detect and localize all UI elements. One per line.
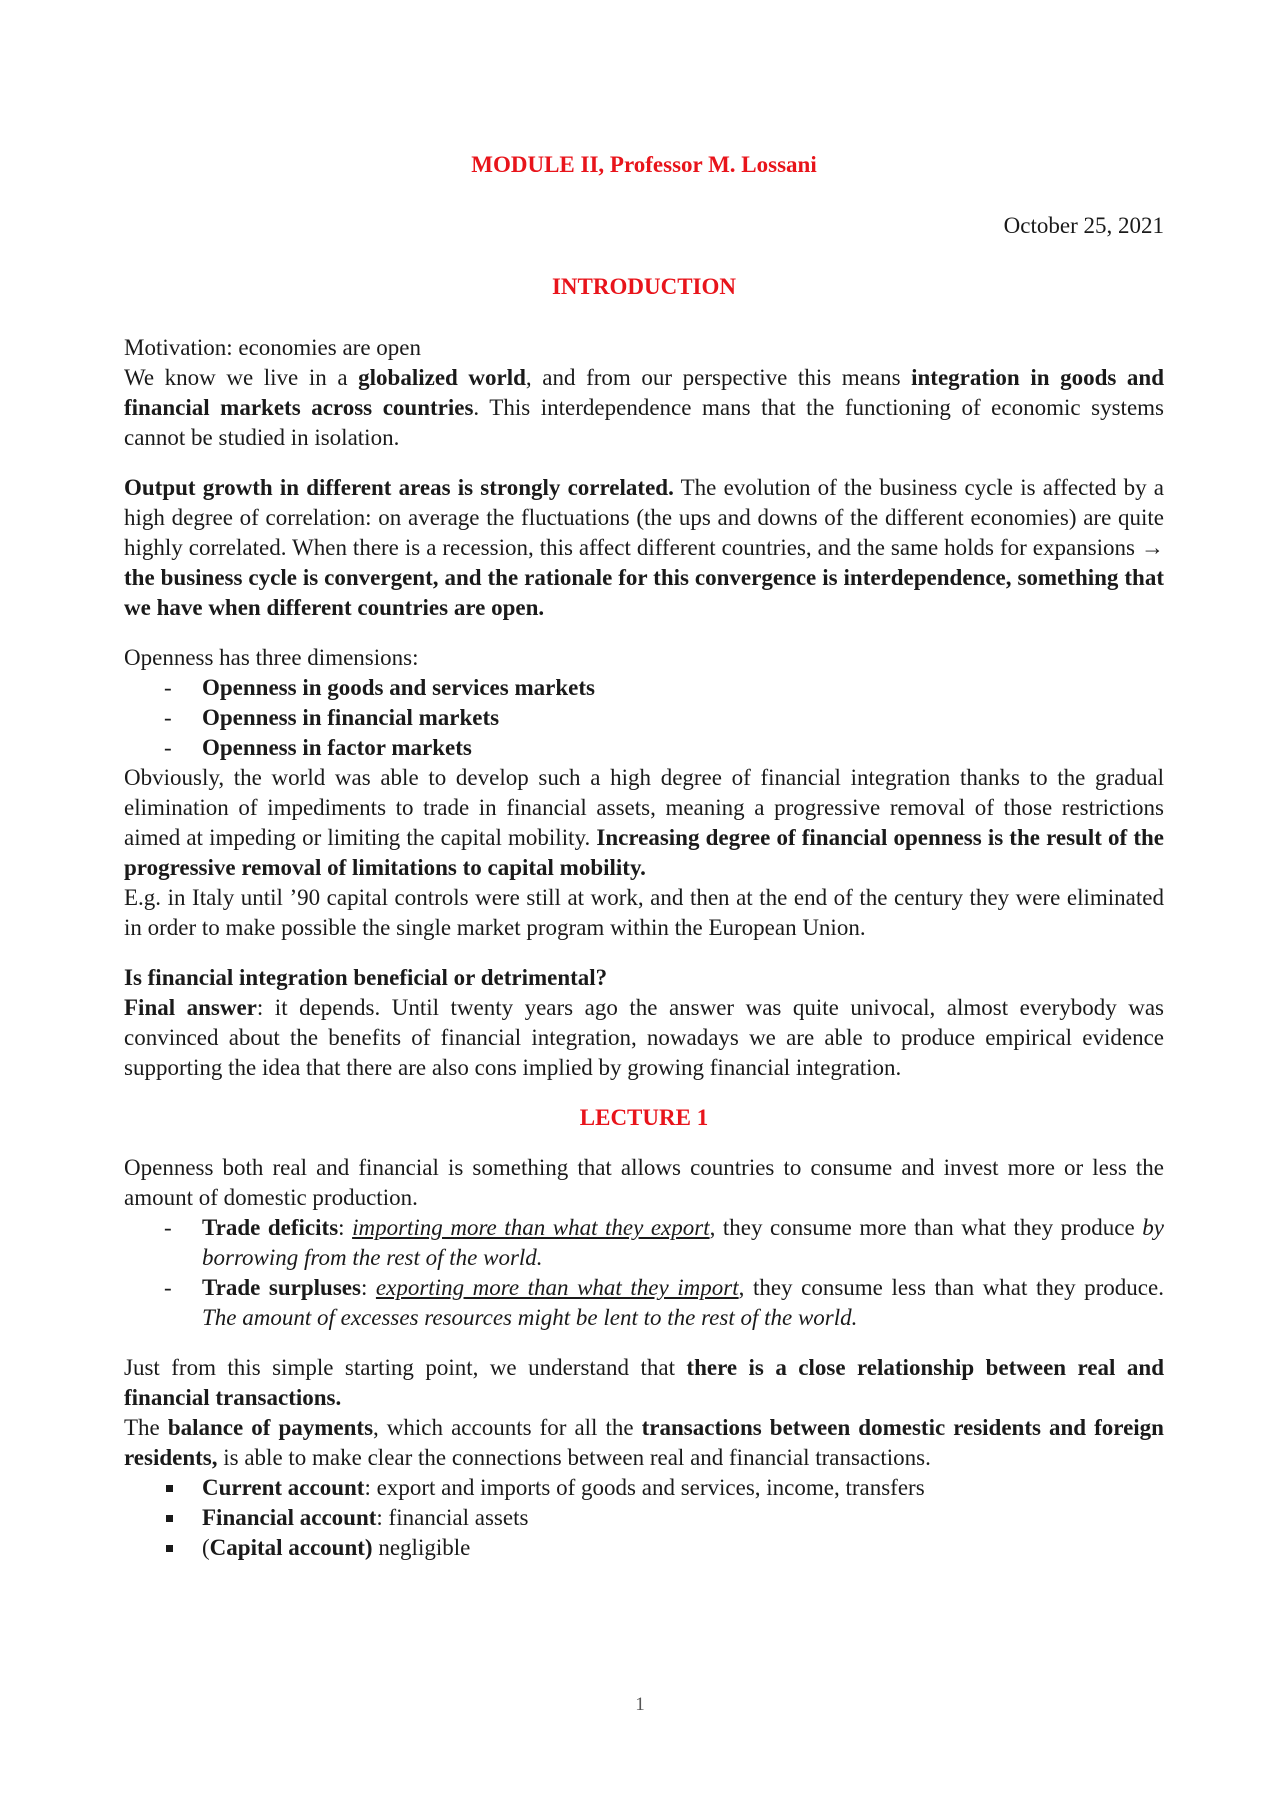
document-page <box>124 150 1164 1563</box>
text-run: , and from our perspective this means <box>525 365 912 390</box>
text-run: Output growth in different areas is strongly correlated. <box>124 475 674 500</box>
text-run: negligible <box>372 1535 471 1560</box>
square-bullet <box>166 1515 173 1522</box>
list-item <box>124 733 1164 763</box>
list-item <box>124 1473 1164 1503</box>
square-bullet <box>166 1545 173 1552</box>
text-run: there is a close relationship between real and financial transactions. <box>124 1355 1164 1410</box>
dash-bullet: - <box>164 675 172 700</box>
trade-balance-list <box>124 1213 1164 1333</box>
list-item <box>124 673 1164 703</box>
text-run: Openness both real and financial is something that allows countries to consume and invest more or less the amount of domestic production. <box>124 1155 1164 1210</box>
text-run: by borrowing from the rest of the world. <box>202 1215 1164 1270</box>
list-item <box>124 1273 1164 1333</box>
text-run: → <box>1141 535 1164 560</box>
text-run: Obviously, the world was able to develop such a high degree of financial integration thanks to the gradual elimination of impediments to trade in financial assets, meaning a progressive removal of those restrictions aimed at impeding or limiting the capital mobility. <box>124 765 1164 850</box>
text-run: globalized world <box>358 365 526 390</box>
dash-bullet: - <box>164 705 172 730</box>
list-item <box>124 1213 1164 1273</box>
text-run: . This interdependence mans that the functioning of economic systems cannot be studied in isolation. <box>124 395 1164 450</box>
text-run: Trade surpluses <box>202 1275 361 1300</box>
text-run: Capital account) <box>209 1535 373 1560</box>
intro-paragraph-1 <box>124 363 1164 453</box>
text-run: Current account <box>202 1475 365 1500</box>
answer-paragraph <box>124 993 1164 1083</box>
text-run: importing more than what they export <box>352 1215 710 1240</box>
module-title: MODULE II, Professor M. Lossani <box>471 152 817 177</box>
dash-bullet: - <box>164 1275 172 1300</box>
list-item-text <box>202 1275 1164 1330</box>
list-item-text <box>202 1505 528 1530</box>
text-run: , they consume less than what they produce. <box>738 1275 1164 1300</box>
text-run: Increasing degree of financial openness is the result of the progressive removal of limitations to capital mobility. <box>124 825 1164 880</box>
document-date: October 25, 2021 <box>1003 213 1164 238</box>
list-item-text: Openness in financial markets <box>202 705 500 730</box>
list-item-text <box>202 1535 470 1560</box>
text-run: We know we live in a <box>124 365 359 390</box>
page-number: 1 <box>635 1694 645 1715</box>
text-run: The evolution of the business cycle is affected by a high degree of correlation: on average the fluctuations (the ups and downs of the different economies) are quite highly correlated. When there is a recession, this affect different countries, and the same holds for expansions <box>124 475 1165 560</box>
text-run: : financial assets <box>376 1505 529 1530</box>
intro-paragraph-2 <box>124 473 1164 623</box>
text-run: , they consume more than what they produce <box>709 1215 1143 1240</box>
text-run: the business cycle is convergent, and the rationale for this convergence is interdependence, something that we have when different countries are open. <box>124 565 1164 620</box>
text-run: : export and imports of goods and services, income, transfers <box>364 1475 925 1500</box>
text-run: ( <box>202 1535 210 1560</box>
dash-bullet: - <box>164 1215 172 1240</box>
text-run: Financial account <box>202 1505 377 1530</box>
text-run: transactions between domestic residents and foreign residents, <box>124 1415 1164 1470</box>
list-item-text <box>202 1215 1164 1270</box>
text-run: Just from this simple starting point, we understand that <box>124 1355 687 1380</box>
balance-accounts-list <box>124 1473 1164 1563</box>
text-run: : <box>338 1215 353 1240</box>
text-run: balance of payments <box>167 1415 374 1440</box>
text-run: The amount of excesses resources might be lent to the rest of the world. <box>202 1305 858 1330</box>
intro-paragraph-3 <box>124 763 1164 883</box>
text-run: : it depends. Until twenty years ago the answer was quite univocal, almost everybody was convinced about the benefits of financial integration, nowadays we are able to produce empirical evidence supporting the idea that there are also cons implied by growing financial integration. <box>124 995 1164 1080</box>
question-line: Is financial integration beneficial or detrimental? <box>124 965 608 990</box>
lecture-paragraph-2 <box>124 1353 1164 1413</box>
text-run: integration in goods and financial markets across countries <box>124 365 1165 420</box>
square-bullet <box>166 1485 173 1492</box>
lecture-paragraph-3 <box>124 1413 1164 1473</box>
text-run: E.g. in Italy until ’90 capital controls were still at work, and then at the end of the century they were eliminated in order to make possible the single market program within the European Union. <box>124 885 1164 940</box>
text-run: Final answer <box>124 995 257 1020</box>
text-run: is able to make clear the connections between real and financial transactions. <box>217 1445 931 1470</box>
text-run: exporting more than what they import <box>375 1275 739 1300</box>
intro-paragraph-4 <box>124 883 1164 943</box>
motivation-line: Motivation: economies are open <box>124 335 422 360</box>
text-run: Trade deficits <box>202 1215 339 1240</box>
text-run: : <box>360 1275 376 1300</box>
list-item <box>124 1503 1164 1533</box>
list-item <box>124 1533 1164 1563</box>
lecture-paragraph-1 <box>124 1153 1164 1213</box>
text-run: , which accounts for all the <box>373 1415 642 1440</box>
openness-intro: Openness has three dimensions: <box>124 645 419 670</box>
list-item-text <box>202 1475 925 1500</box>
list-item <box>124 703 1164 733</box>
lecture-1-heading: LECTURE 1 <box>579 1105 709 1130</box>
dash-bullet: - <box>164 735 172 760</box>
list-item-text: Openness in goods and services markets <box>202 675 595 700</box>
openness-dimensions-list <box>124 673 1164 763</box>
list-item-text: Openness in factor markets <box>202 735 472 760</box>
introduction-heading: INTRODUCTION <box>551 274 737 299</box>
text-run: The <box>124 1415 168 1440</box>
